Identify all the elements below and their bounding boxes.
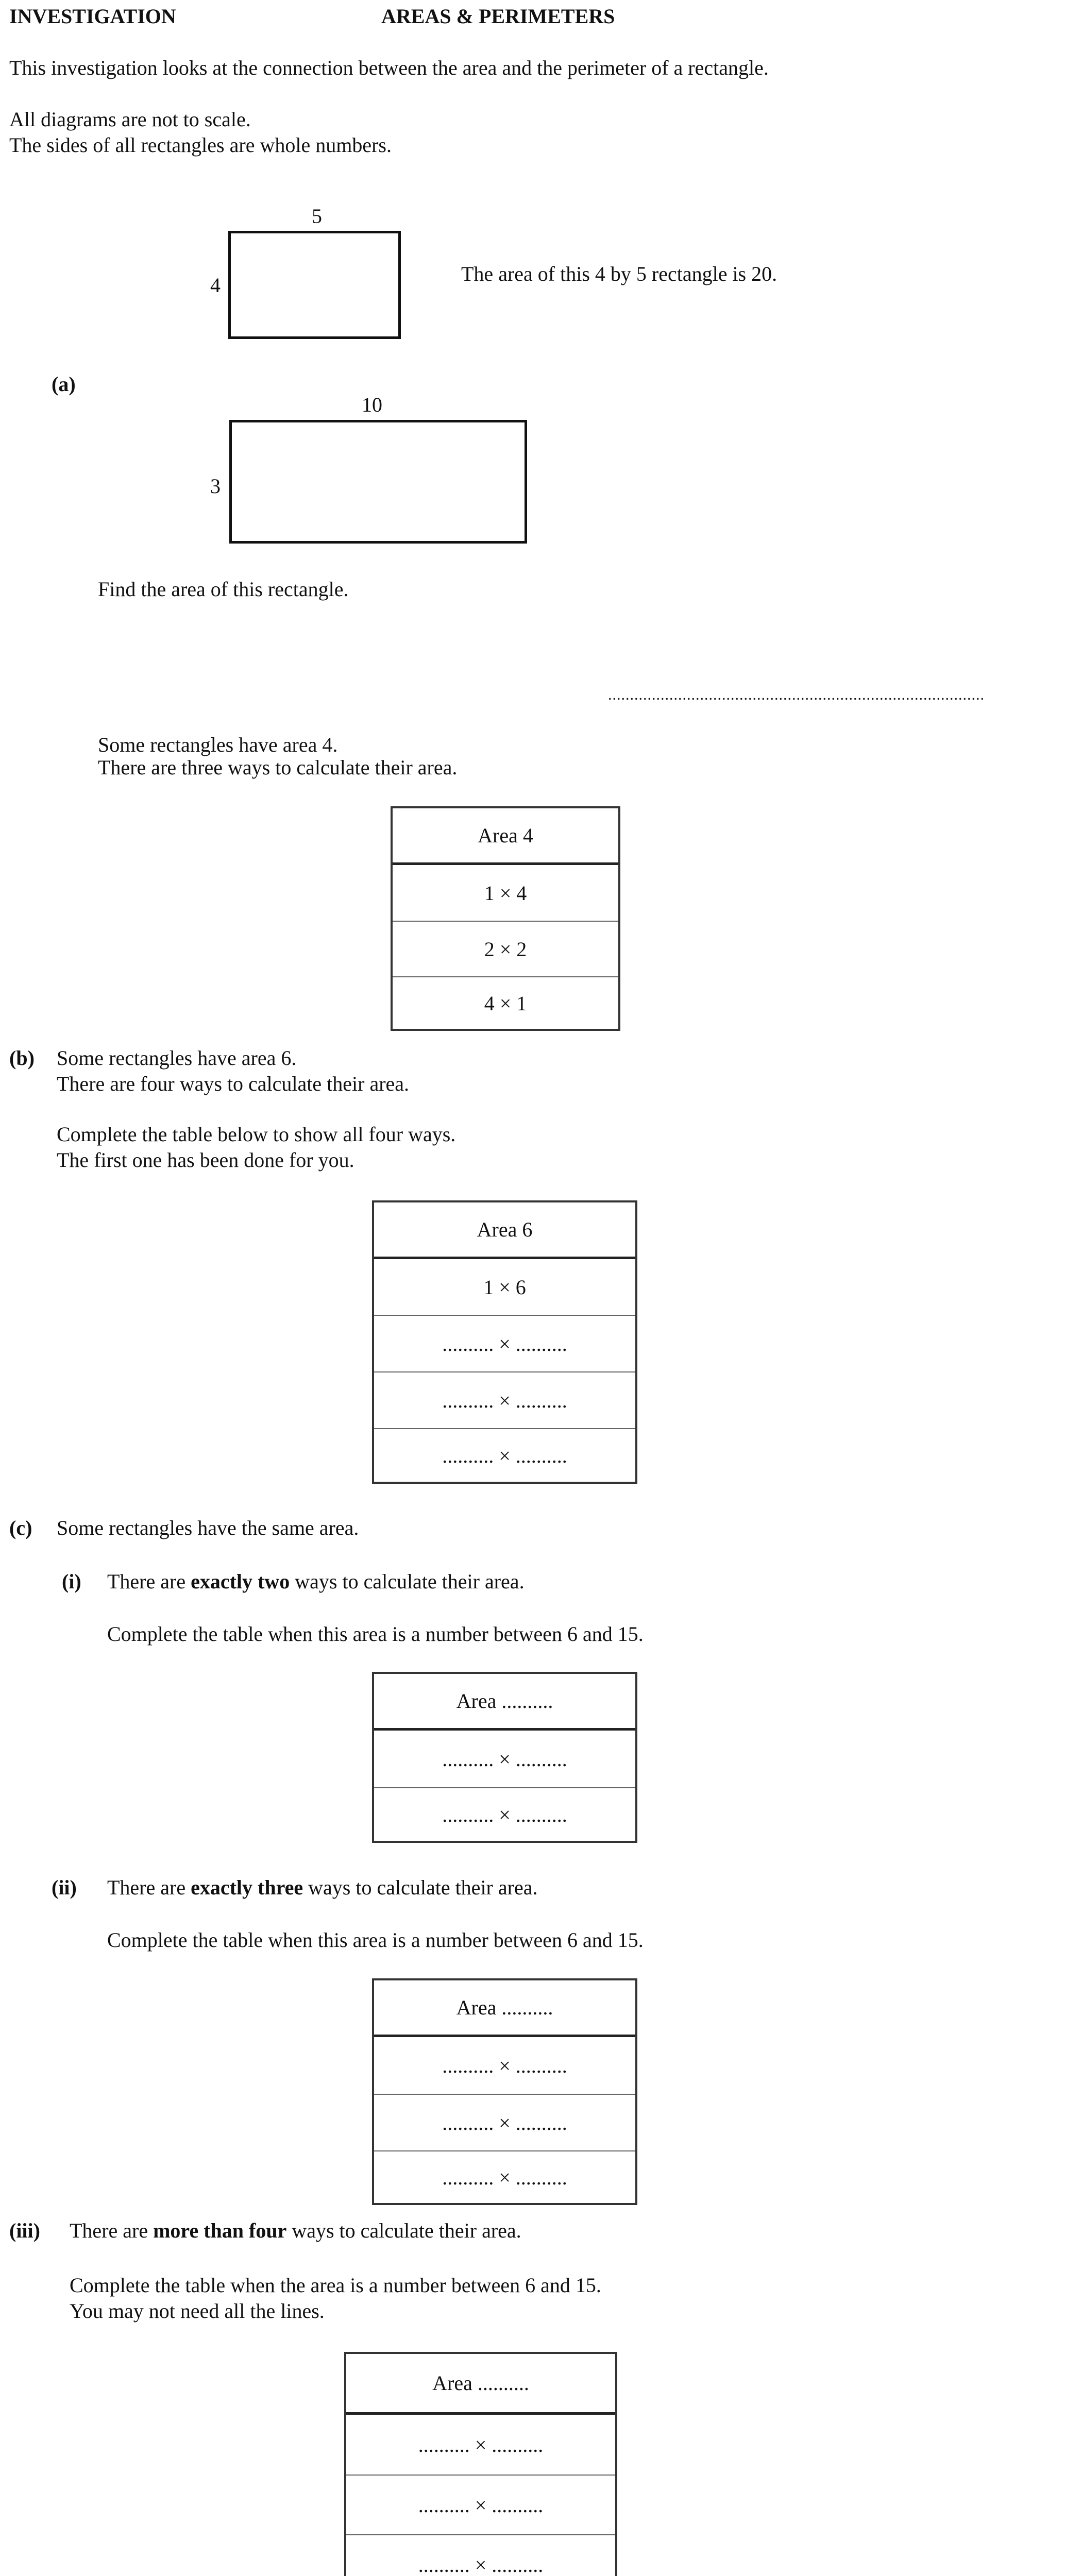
part-a-question: Find the area of this rectangle.	[98, 578, 349, 601]
table-row: 1 × 4	[484, 881, 527, 905]
part-a-height-label: 3	[210, 474, 221, 498]
part-c-ii-table-header[interactable]: Area ..........	[374, 1980, 635, 2037]
part-a-answer-line[interactable]: ......................................................................................	[608, 686, 985, 703]
part-c-label: (c)	[9, 1516, 32, 1539]
part-c-intro: Some rectangles have the same area.	[57, 1516, 359, 1539]
area4-table-header: Area 4	[393, 808, 618, 865]
table-row[interactable]: .......... × ..........	[442, 2054, 567, 2077]
table-row[interactable]: .......... × ..........	[374, 1787, 635, 1841]
part-c-iii-instruction-1: Complete the table when the area is a number between 6 and 15.	[70, 2274, 601, 2297]
area4-line-2: There are three ways to calculate their area.	[98, 756, 458, 779]
part-c-ii-table	[372, 1978, 637, 2205]
table-row[interactable]: .......... × ..........	[346, 2475, 615, 2534]
example-rectangle	[228, 231, 401, 339]
part-a-label: (a)	[52, 372, 76, 396]
example-note: The area of this 4 by 5 rectangle is 20.	[461, 262, 777, 285]
part-c-iii-label: (iii)	[9, 2219, 40, 2242]
table-row[interactable]: .......... × ..........	[374, 2094, 635, 2150]
part-a-width-label: 10	[362, 393, 382, 416]
part-c-i-text	[107, 1569, 525, 1594]
part-c-iii-table-header[interactable]: Area ..........	[346, 2354, 615, 2415]
table-row: 2 × 2	[393, 921, 618, 976]
table-row[interactable]: .......... × ..........	[374, 1428, 635, 1482]
header-investigation: INVESTIGATION	[9, 5, 176, 28]
part-a-rectangle	[229, 420, 527, 544]
part-c-iii-post: ways to calculate their area.	[286, 2219, 521, 2242]
part-b-line-3: Complete the table below to show all four ways.	[57, 1123, 456, 1146]
part-c-iii-bold: more than four	[153, 2219, 287, 2242]
table-row[interactable]: .......... × ..........	[346, 2534, 615, 2576]
header-title: AREAS & PERIMETERS	[381, 5, 615, 28]
area6-table-header: Area 6	[374, 1202, 635, 1259]
area6-table	[372, 1200, 637, 1484]
part-c-i-post: ways to calculate their area.	[290, 1570, 525, 1593]
example-height-label: 4	[210, 274, 221, 297]
part-b-line-2: There are four ways to calculate their area.	[57, 1072, 410, 1095]
table-row: 4 × 1	[393, 976, 618, 1029]
part-c-ii-text	[107, 1875, 537, 1900]
part-c-i-instruction: Complete the table when this area is a number between 6 and 15.	[107, 1622, 644, 1646]
table-row[interactable]: .......... × ..........	[418, 2433, 544, 2456]
example-width-label: 5	[312, 205, 322, 228]
area4-line-1: Some rectangles have area 4.	[98, 733, 338, 756]
part-c-iii-pre: There are	[70, 2219, 154, 2242]
part-c-i-pre: There are	[107, 1570, 191, 1593]
part-c-i-table	[372, 1672, 637, 1843]
part-c-ii-label: (ii)	[52, 1876, 77, 1899]
part-c-i-bold: exactly two	[191, 1570, 290, 1593]
part-c-iii-table	[344, 2352, 617, 2576]
part-b-label: (b)	[9, 1046, 35, 1070]
part-c-i-table-header[interactable]: Area ..........	[374, 1674, 635, 1731]
part-c-ii-bold: exactly three	[191, 1876, 303, 1899]
table-row[interactable]: .......... × ..........	[442, 1747, 567, 1771]
part-c-ii-instruction: Complete the table when this area is a number between 6 and 15.	[107, 1928, 644, 1952]
part-c-ii-post: ways to calculate their area.	[303, 1876, 538, 1899]
table-row[interactable]: .......... × ..........	[374, 2150, 635, 2203]
intro-line-2: All diagrams are not to scale.	[9, 108, 251, 131]
part-c-i-label: (i)	[62, 1570, 81, 1593]
part-b-line-4: The first one has been done for you.	[57, 1148, 354, 1172]
table-row: 1 × 6	[483, 1275, 526, 1299]
part-c-iii-text	[70, 2218, 521, 2243]
table-row[interactable]: .......... × ..........	[374, 1315, 635, 1371]
table-row[interactable]: .......... × ..........	[374, 1371, 635, 1428]
part-c-ii-pre: There are	[107, 1876, 191, 1899]
intro-line-1: This investigation looks at the connection between the area and the perimeter of a rectangle.	[9, 56, 769, 79]
area4-table	[391, 806, 620, 1031]
part-c-iii-instruction-2: You may not need all the lines.	[70, 2299, 325, 2323]
part-b-line-1: Some rectangles have area 6.	[57, 1046, 297, 1070]
intro-line-3: The sides of all rectangles are whole numbers.	[9, 133, 392, 157]
